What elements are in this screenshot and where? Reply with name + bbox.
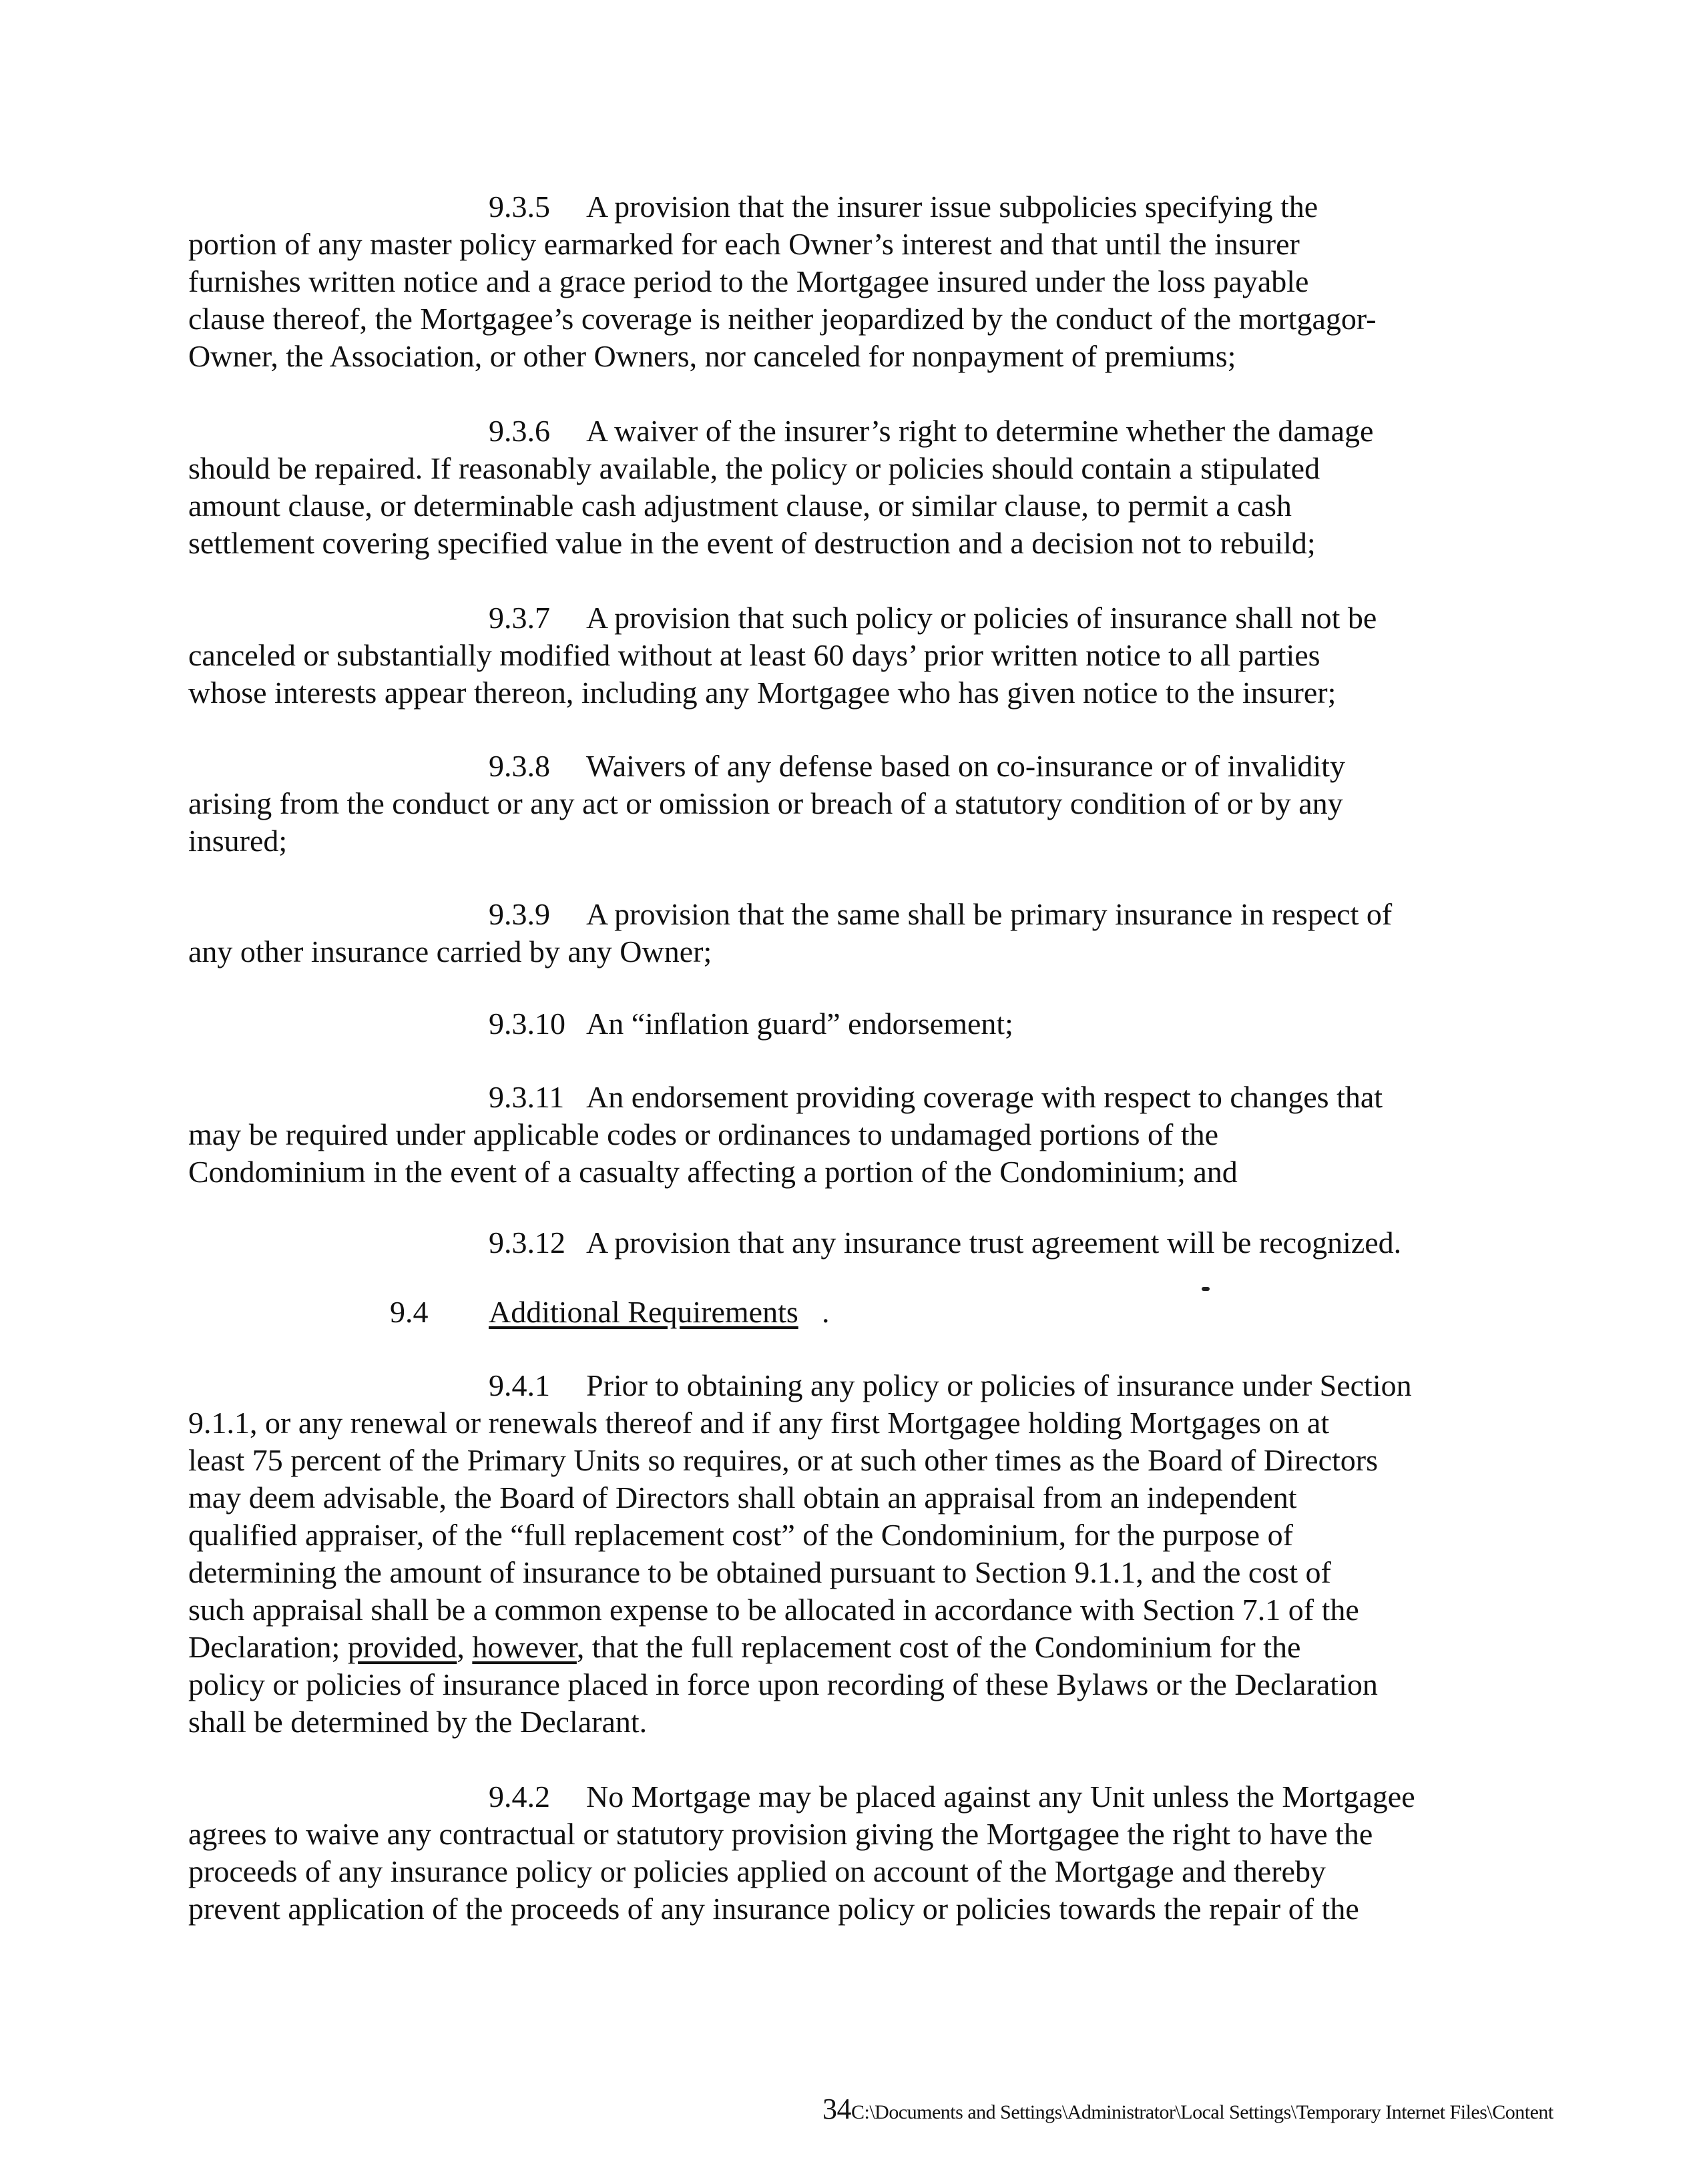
section-number: 9.3.5 [489,190,550,224]
paragraph-line: prevent application of the proceeds of any insurance policy or policies towards the repair of the [188,1892,1359,1926]
paragraph-line: agrees to waive any contractual or statutory provision giving the Mortgagee the right to have the [188,1817,1373,1851]
section-9-3-9 [188,896,1510,971]
section-number: 9.3.10 [489,1007,565,1041]
paragraph-line: least 75 percent of the Primary Units so requires, or at such other times as the Board of Directors [188,1443,1379,1477]
paragraph-text: A provision that the insurer issue subpolicies specifying the [586,190,1318,224]
file-path: C:\Documents and Settings\Administrator\Local Settings\Temporary Internet Files\Content [851,2101,1553,2123]
section-9-4-1 [188,1367,1510,1741]
scan-speck [1202,1287,1210,1291]
paragraph-line: any other insurance carried by any Owner; [188,934,712,969]
paragraph-line: Owner, the Association, or other Owners, nor canceled for nonpayment of premiums; [188,339,1236,373]
underlined-term: provided [347,1630,457,1664]
paragraph-line: may deem advisable, the Board of Directors shall obtain an appraisal from an independent [188,1480,1297,1515]
section-number: 9.4.2 [489,1780,550,1814]
section-number: 9.3.7 [489,601,550,635]
section-9-3-11 [188,1079,1510,1191]
section-number: 9.4.1 [489,1368,550,1402]
paragraph-text: A provision that the same shall be primary insurance in respect of [586,897,1393,931]
section-9-3-8 [188,748,1510,860]
paragraph-line: whose interests appear thereon, including any Mortgagee who has given notice to the insurer; [188,675,1336,710]
paragraph-text: Waivers of any defense based on co-insurance or of invalidity [586,749,1345,783]
paragraph-line: clause thereof, the Mortgagee’s coverage is neither jeopardized by the conduct of the mortgagor- [188,302,1377,336]
paragraph-line: shall be determined by the Declarant. [188,1705,648,1739]
page-footer [822,2093,1553,2126]
section-number: 9.3.9 [489,897,550,931]
section-heading-title: Additional Requirements [489,1295,798,1329]
section-heading-number: 9.4 [390,1295,429,1329]
section-9-3-5 [188,188,1510,375]
section-number: 9.3.12 [489,1225,565,1260]
paragraph-text: A provision that any insurance trust agreement will be recognized. [586,1225,1402,1260]
paragraph-text: Prior to obtaining any policy or policies of insurance under Section [586,1368,1412,1402]
paragraph-line: 9.1.1, or any renewal or renewals thereof and if any first Mortgagee holding Mortgages on at [188,1406,1330,1440]
paragraph-text: A provision that such policy or policies of insurance shall not be [586,601,1377,635]
paragraph-text: A waiver of the insurer’s right to determine whether the damage [586,414,1374,448]
paragraph-line: policy or policies of insurance placed in force upon recording of these Bylaws or the Declaration [188,1667,1378,1701]
paragraph-line: proceeds of any insurance policy or policies applied on account of the Mortgage and thereby [188,1854,1326,1888]
paragraph-line: qualified appraiser, of the “full replacement cost” of the Condominium, for the purpose of [188,1518,1293,1552]
paragraph-line: furnishes written notice and a grace period to the Mortgagee insured under the loss payable [188,264,1309,298]
paragraph-line: canceled or substantially modified without at least 60 days’ prior written notice to all parties [188,638,1320,672]
underlined-term: however [472,1630,577,1664]
paragraph-line: arising from the conduct or any act or omission or breach of a statutory condition of or by any [188,786,1343,820]
section-number: 9.3.11 [489,1080,565,1114]
section-9-3-7 [188,599,1510,712]
paragraph-line: insured; [188,824,288,858]
paragraph-line: portion of any master policy earmarked for each Owner’s interest and that until the insurer [188,227,1300,261]
paragraph-line: settlement covering specified value in the event of destruction and a decision not to rebuild; [188,526,1316,560]
paragraph-line: may be required under applicable codes or ordinances to undamaged portions of the [188,1117,1219,1151]
paragraph-line: determining the amount of insurance to be obtained pursuant to Section 9.1.1, and the cost of [188,1555,1331,1589]
section-9-4-2 [188,1778,1510,1928]
paragraph-line: such appraisal shall be a common expense to be allocated in accordance with Section 7.1 of the [188,1593,1359,1627]
paragraph-line: should be repaired. If reasonably available, the policy or policies should contain a stipulated [188,451,1320,485]
paragraph-line: Declaration; provided, however, that the full replacement cost of the Condominium for the [188,1630,1301,1664]
section-9-3-12 [188,1224,1510,1262]
paragraph-text: An endorsement providing coverage with respect to changes that [586,1080,1383,1114]
section-number: 9.3.8 [489,749,550,783]
paragraph-text: An “inflation guard” endorsement; [586,1007,1013,1041]
heading-period: . [822,1295,830,1329]
section-number: 9.3.6 [489,414,550,448]
section-9-3-6 [188,413,1510,562]
paragraph-line: Condominium in the event of a casualty affecting a portion of the Condominium; and [188,1155,1238,1189]
paragraph-line: amount clause, or determinable cash adjustment clause, or similar clause, to permit a cash [188,489,1292,523]
paragraph-text: No Mortgage may be placed against any Unit unless the Mortgagee [586,1780,1415,1814]
section-9-3-10 [188,1005,1510,1043]
page-number: 34 [822,2093,851,2125]
